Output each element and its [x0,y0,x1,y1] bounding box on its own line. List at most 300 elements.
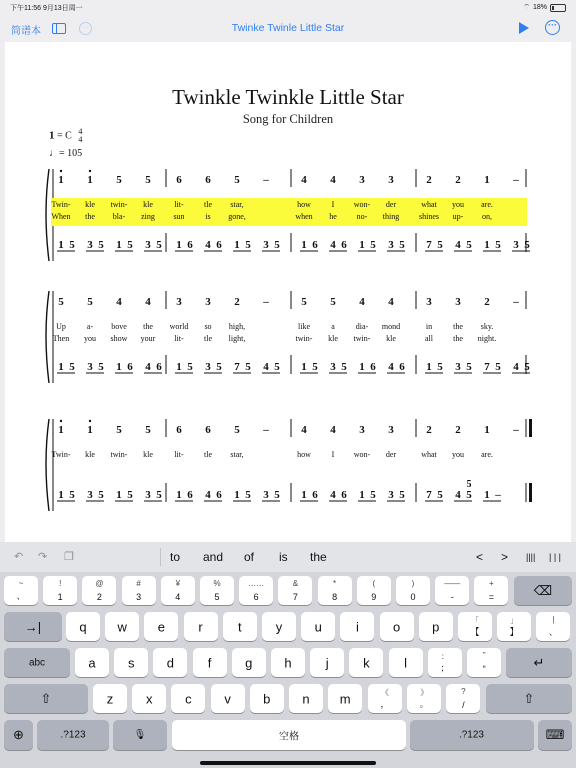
key-top-glyph: | [552,615,555,624]
accomp-note: 6 [187,489,193,501]
more-options-button[interactable]: ··· [545,20,560,35]
accomp-note: 5 [98,489,104,501]
lyric-word: a [331,322,335,331]
accomp-note: 4 [205,239,211,251]
accomp-note: 5 [524,239,530,251]
accomp-note: 3 [388,489,394,501]
accomp-note: 3 [330,361,336,373]
lyric-word: the [453,322,463,331]
num-key[interactable] [122,576,156,605]
letter-key-x[interactable] [132,684,166,713]
letter-key-w[interactable] [105,612,139,641]
melody-note: 2 [426,424,432,436]
accomp-note: 3 [87,361,93,373]
lyric-word: all [425,334,433,343]
lyric-word: tle [204,450,212,459]
melody-note: 4 [330,424,336,436]
lyric-word: the [85,212,95,221]
delete-icon: ⌫ [533,582,553,598]
accomp-note: 5 [437,361,443,373]
accomp-note: 5 [495,361,501,373]
lyric-word: shines [419,212,439,221]
melody-note: 5 [145,174,151,186]
lyric-word: gone, [228,212,246,221]
accomp-note: 7 [426,489,432,501]
accomp-note: 5 [466,361,472,373]
symbol-key[interactable] [428,648,462,677]
key-top-glyph: 》 [420,688,429,697]
accomp-note: 5 [274,489,280,501]
key-top-glyph: @ [95,579,104,588]
keyboard [0,542,576,768]
num-key[interactable] [239,576,273,605]
accomp-note: 5 [245,489,251,501]
key-bottom-glyph: 9 [371,592,377,602]
lyric-word: on, [482,212,492,221]
letter-key-v[interactable] [211,684,245,713]
quarter-note-icon: ♩ [49,148,59,159]
melody-note: 5 [234,424,240,436]
symbol-key[interactable] [536,612,570,641]
accomp-note: 1 [58,239,64,251]
numbers-label: .?123 [458,729,484,741]
accomp-note: 5 [437,489,443,501]
shift-key-right[interactable] [486,684,572,713]
num-key[interactable] [357,576,391,605]
delete-key[interactable] [514,576,572,605]
key-glyph: v [224,691,231,706]
lyric-word: show [110,334,128,343]
handwriting-alt-icon[interactable]: | | | [549,552,562,562]
key-bottom-glyph: - [450,592,454,602]
lyric-word: Twin- [51,200,71,209]
lyric-word: Up [56,322,66,331]
key-glyph: u [314,619,322,634]
lyric-word: tle [204,334,212,343]
symbol-key[interactable] [446,684,480,713]
letter-key-d[interactable] [153,648,187,677]
key-glyph: b [263,691,271,706]
accomp-note: 5 [399,239,405,251]
lyric-word: what [421,450,437,459]
accomp-note: 4 [145,361,151,373]
letter-key-f[interactable] [193,648,227,677]
accomp-note: 5 [216,361,222,373]
melody-note: 5 [116,424,122,436]
space-label: 空格 [279,731,299,743]
lyric-word: sun [173,212,185,221]
lyric-word: are. [481,450,493,459]
key-glyph: z [106,691,114,706]
letter-key-y[interactable] [262,612,296,641]
accomp-note: 1 [359,361,365,373]
accomp-note: 4 [330,489,336,501]
status-bar [0,0,576,14]
accomp-note: 5 [69,361,75,373]
key-bottom-glyph: 7 [292,592,298,602]
letter-key-j[interactable] [310,648,344,677]
numbers-label: .?123 [60,729,86,741]
num-key[interactable] [435,576,469,605]
lyric-word: world [169,322,189,331]
accomp-note: 3 [263,239,269,251]
lyric-word: twin- [110,450,128,459]
letter-key-l[interactable] [389,648,423,677]
score-sheet [5,42,571,542]
key-bottom-glyph: 4 [175,592,181,602]
key-bottom-glyph: 8 [332,592,338,602]
accomp-note: 6 [127,361,133,373]
key-glyph: f [207,655,212,670]
letter-key-m[interactable] [328,684,362,713]
paste-icon[interactable]: ❐ [64,551,74,563]
key-top-glyph: 」 [510,616,519,625]
letter-key-k[interactable] [349,648,383,677]
accomp-note: 3 [145,239,151,251]
melody-note: 6 [176,174,182,186]
melody-note: 3 [388,174,394,186]
letter-key-c[interactable] [171,684,205,713]
handwriting-icon[interactable]: |||| [526,552,536,562]
suggestion-word[interactable]: of [244,550,255,564]
accomp-note: 4 [330,239,336,251]
back-button[interactable]: 简谱本 [11,26,41,37]
accomp-note: 6 [187,239,193,251]
num-key[interactable] [278,576,312,605]
melody-note: 4 [359,296,365,308]
chord-note: 5 [466,479,472,490]
accomp-note: 6 [216,489,222,501]
accomp-note: 3 [87,239,93,251]
accomp-note: 1 [359,489,365,501]
return-key[interactable] [506,648,572,677]
melody-note: – [263,296,269,308]
accomp-note: 5 [69,239,75,251]
lyric-word: sky. [480,322,494,331]
melody-note: 3 [205,296,211,308]
return-icon: ↵ [533,654,545,670]
key-glyph: p [432,619,440,634]
lyric-word: high, [228,322,246,331]
melody-note: 3 [455,296,461,308]
lyric-word: are. [481,200,493,209]
symbol-key[interactable] [497,612,531,641]
song-subtitle: Song for Children [242,112,334,126]
letter-key-g[interactable] [232,648,266,677]
lyric-word: thing [382,212,400,221]
song-title: Twinkle Twinkle Little Star [172,85,404,109]
letter-key-z[interactable] [93,684,127,713]
letter-key-r[interactable] [184,612,218,641]
num-key[interactable] [396,576,430,605]
octave-dot [89,420,91,422]
key-bottom-glyph: 。 [419,699,429,709]
melody-note: 1 [87,174,93,186]
letter-key-o[interactable] [380,612,414,641]
melody-note: 3 [176,296,182,308]
melody-note: – [513,296,519,308]
key-glyph: g [245,655,253,670]
accomp-note: 1 [234,239,240,251]
accomp-note: 1 [484,489,490,501]
lyric-word: zing [141,212,155,221]
key-do: 1 [49,129,55,142]
key-bottom-glyph: 1 [57,592,63,602]
abc-key[interactable] [4,648,70,677]
lyric-word: dia- [355,322,369,331]
suggestion-word[interactable]: and [203,550,224,564]
key-top-glyph: ( [372,579,376,588]
key-top-glyph: ~ [18,579,24,588]
microphone-icon: 🎙 [133,729,147,741]
score-notation [5,42,571,542]
key-glyph: x [145,691,153,706]
suggestion-divider [160,548,161,566]
melody-note: 4 [116,296,122,308]
melody-note: 4 [388,296,394,308]
key-top-glyph: + [489,579,494,588]
shift-key-left[interactable] [4,684,88,713]
accomp-note: 3 [513,239,519,251]
tab-key[interactable] [4,612,62,641]
num-key[interactable] [318,576,352,605]
lyric-word: light, [228,334,246,343]
accomp-note: 3 [263,489,269,501]
accomp-note: 5 [156,489,162,501]
accomp-note: 6 [156,361,162,373]
melody-note: – [513,424,519,436]
lyric-word: how [297,450,311,459]
lyric-word: you [84,334,96,343]
letter-key-t[interactable] [223,612,257,641]
key-bottom-glyph: 2 [96,592,102,602]
melody-note: 3 [359,174,365,186]
lyric-word: you [452,450,464,459]
num-key[interactable] [4,576,38,605]
letter-key-h[interactable] [271,648,305,677]
melody-note: 6 [176,424,182,436]
accomp-note: 1 [234,489,240,501]
key-glyph: o [392,619,401,634]
melody-note: 6 [205,424,211,436]
key-bottom-glyph: 、 [548,627,558,637]
num-key[interactable] [82,576,116,605]
disabled-more-icon: ··· [79,22,92,35]
lyric-word: twin- [110,200,128,209]
lyric-word: like [298,322,310,331]
melody-note: 5 [301,296,307,308]
key-glyph: d [166,655,174,670]
num-key[interactable] [161,576,195,605]
accomp-note: 4 [388,361,394,373]
accomp-note: 5 [370,489,376,501]
accomp-note: 5 [187,361,193,373]
suggestion-word[interactable]: is [279,550,288,564]
letter-key-p[interactable] [419,612,453,641]
key-glyph: h [284,655,292,670]
suggestion-bar [0,542,576,572]
redo-icon[interactable]: ↷ [38,551,48,563]
melody-note: 4 [145,296,151,308]
key-bottom-glyph: 0 [410,592,416,602]
shift-icon: ⇧ [523,690,535,706]
space-key[interactable] [172,720,406,750]
suggestion-word[interactable]: to [170,550,181,564]
tab-icon: →| [24,619,42,634]
accomp-note: 4 [263,361,269,373]
abc-label: abc [28,657,46,668]
key-bottom-glyph: ； [440,663,450,673]
accomp-note: 5 [495,239,501,251]
accomp-note: 3 [87,489,93,501]
accomp-note: 1 [359,239,365,251]
key-bottom-glyph: 【 [470,627,480,637]
lyric-word: lit- [174,334,184,343]
lyric-word: star, [230,200,244,209]
num-key[interactable] [474,576,508,605]
globe-key[interactable] [4,720,33,750]
melody-note: 4 [330,174,336,186]
numbers-key-right[interactable] [410,720,534,750]
key-top-glyph: ) [411,579,415,588]
melody-note: 1 [484,174,490,186]
lyric-word: der [385,450,397,459]
key-glyph: y [275,619,283,634]
melody-note: 3 [359,424,365,436]
lyric-word: kle [328,334,338,343]
melody-note: – [263,174,269,186]
system-bracket [46,169,49,261]
melody-note: 5 [116,174,122,186]
key-bottom-glyph: 】 [509,627,519,637]
letter-key-q[interactable] [66,612,100,641]
key-glyph: q [79,619,87,634]
lyric-word: kle [386,334,396,343]
status-time-date: 下午11:56 9月13日周一 [10,5,83,12]
final-bar-thick [529,419,532,437]
lyric-word: twin- [295,334,313,343]
suggestion-word[interactable]: the [310,550,327,564]
accomp-note: 5 [466,489,472,501]
key-bottom-glyph: / [462,700,465,710]
document-title: Twinke Twinle Little Star [231,22,345,34]
accomp-note: 7 [426,239,432,251]
undo-icon[interactable]: ↶ [14,551,24,563]
accomp-note: 5 [341,361,347,373]
letter-key-i[interactable] [340,612,374,641]
key-glyph: j [325,655,329,670]
lyric-word: in [425,322,433,331]
accomp-note: 5 [245,239,251,251]
accomp-note: 6 [341,489,347,501]
shift-icon: ⇧ [40,690,52,706]
key-glyph: a [88,655,96,670]
lyric-word: how [297,200,311,209]
key-top-glyph: 「 [471,616,479,625]
accomp-note: 4 [205,489,211,501]
lyric-word: When [51,212,71,221]
num-key[interactable] [43,576,77,605]
key-top-glyph: * [333,579,337,588]
accomp-note: 1 [301,489,307,501]
key-bottom-glyph: 6 [253,592,259,602]
letter-key-a[interactable] [75,648,109,677]
numbers-key-left[interactable] [37,720,109,750]
accomp-note: 6 [399,361,405,373]
key-top-glyph: 《 [381,688,389,697]
num-key[interactable] [200,576,234,605]
accomp-note: 3 [145,489,151,501]
melody-note: 2 [455,174,461,186]
letter-key-u[interactable] [301,612,335,641]
status-right [523,3,566,12]
accomp-note: 5 [98,239,104,251]
cursor-right-button[interactable]: > [501,550,509,564]
time-top: 4 [78,127,83,136]
accomp-note: 4 [455,489,461,501]
accomp-note: 6 [312,489,318,501]
letter-key-n[interactable] [289,684,323,713]
accomp-note: 4 [513,361,519,373]
key-bottom-glyph: “ [482,664,486,674]
lyric-word: tle [204,200,212,209]
globe-icon: ⊕ [13,727,24,742]
key-glyph: i [355,619,359,634]
symbol-key[interactable] [458,612,492,641]
lyric-word: twin- [353,334,371,343]
home-indicator [200,761,376,765]
symbol-key[interactable] [368,684,402,713]
accomp-note: 3 [455,361,461,373]
key-top-glyph: …… [248,579,265,588]
play-button[interactable] [519,22,529,34]
accomp-note: 1 [116,489,122,501]
lyric-word: bla- [112,212,126,221]
symbol-key[interactable] [407,684,441,713]
accomp-note: 5 [245,361,251,373]
accomp-note: 6 [312,239,318,251]
symbol-key[interactable] [467,648,501,677]
dictation-key[interactable] [113,720,167,750]
accomp-note: 1 [301,361,307,373]
letter-key-b[interactable] [250,684,284,713]
melody-note: 5 [145,424,151,436]
hide-keyboard-key[interactable] [538,720,572,750]
lyric-word: the [453,334,463,343]
accomp-note: – [495,489,501,501]
lyric-word: up- [452,212,464,221]
lyric-word: won- [353,200,371,209]
cursor-left-button[interactable]: < [476,550,484,564]
key-top-glyph: ! [59,579,62,588]
lyric-word: der [385,200,397,209]
letter-key-s[interactable] [114,648,148,677]
lyric-word: your [140,334,156,343]
accomp-note: 1 [176,361,182,373]
melody-note: – [263,424,269,436]
melody-note: 3 [426,296,432,308]
letter-key-e[interactable] [144,612,178,641]
lyric-word: what [421,200,437,209]
melody-note: – [513,174,519,186]
melody-note: 4 [301,424,307,436]
lyric-word: night. [477,334,497,343]
melody-note: 5 [87,296,93,308]
key-glyph: t [237,619,242,634]
accomp-note: 5 [98,361,104,373]
accomp-note: 4 [455,239,461,251]
key-top-glyph: ¥ [175,579,181,588]
